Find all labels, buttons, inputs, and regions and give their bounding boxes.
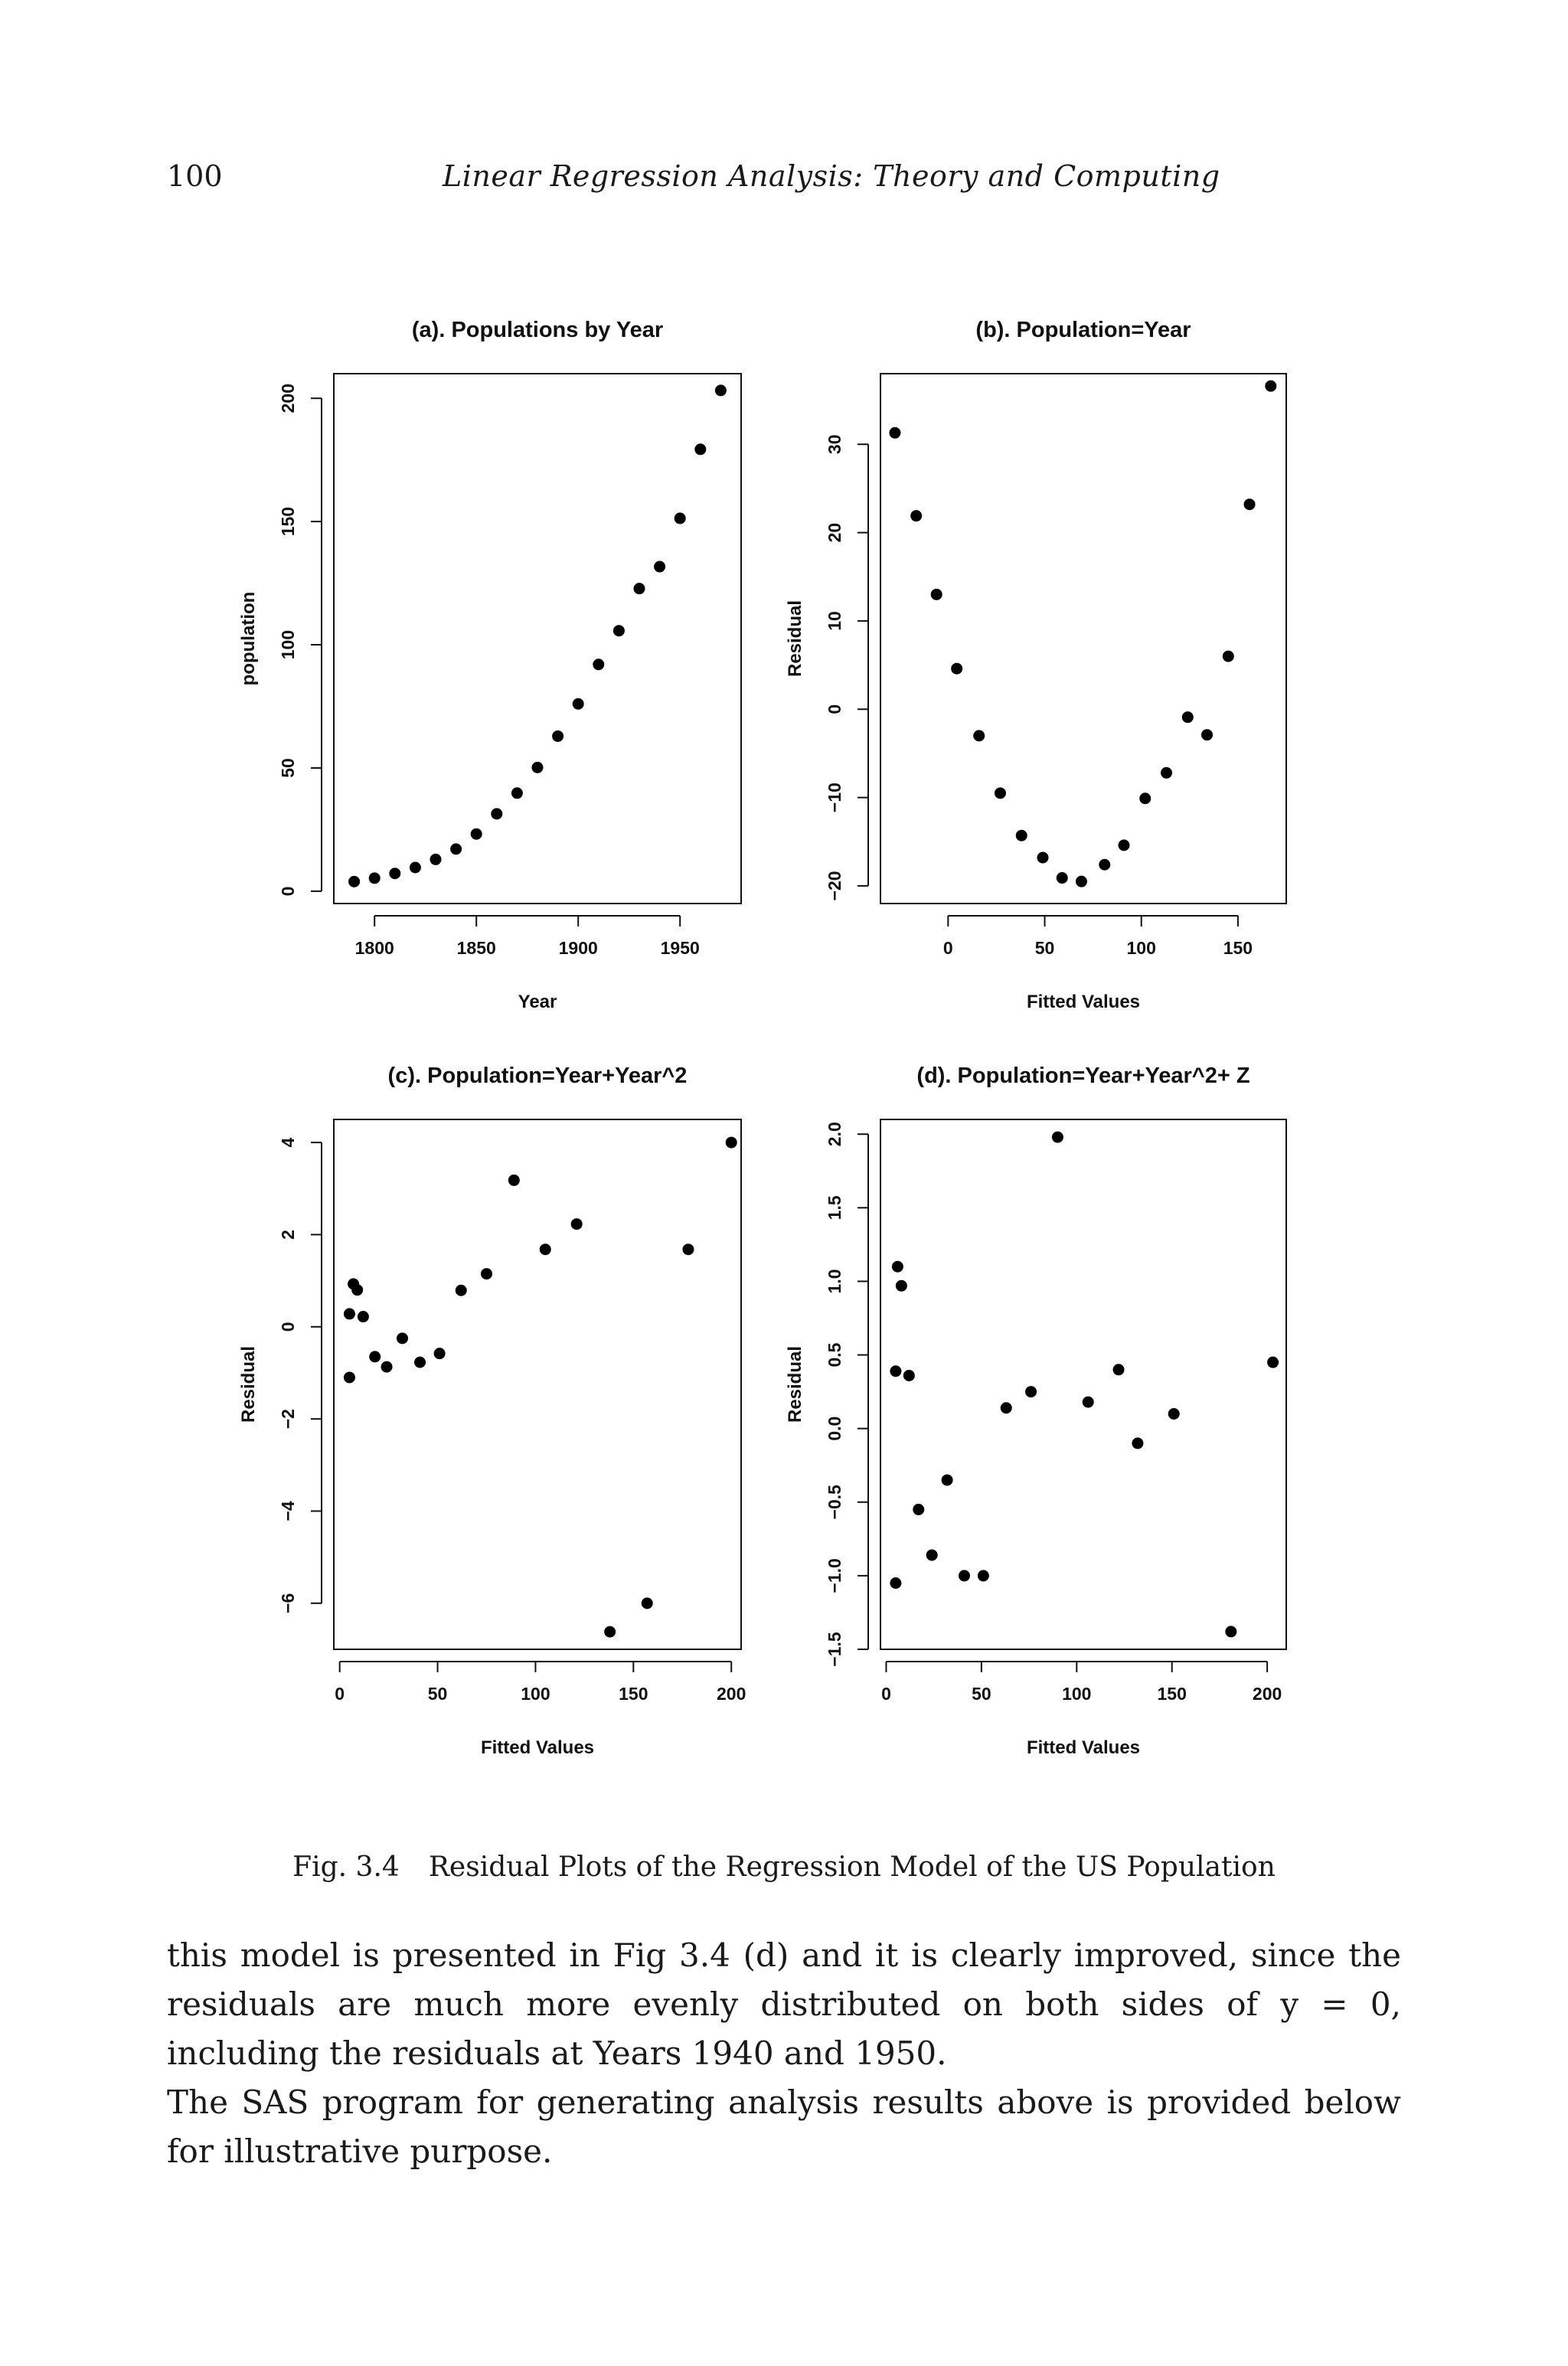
data-point	[715, 384, 727, 396]
y-tick-label: −6	[278, 1593, 298, 1613]
x-tick-label: 1900	[558, 938, 598, 958]
plot-frame	[334, 374, 741, 904]
x-tick-label: 150	[619, 1684, 648, 1704]
data-point	[358, 1311, 369, 1322]
y-tick-label: 50	[278, 758, 298, 778]
page-number: 100	[167, 159, 223, 193]
data-point	[890, 1365, 901, 1377]
data-point	[959, 1570, 970, 1581]
data-point	[973, 730, 985, 741]
data-point	[1052, 1132, 1063, 1143]
x-tick-label: 100	[1062, 1684, 1092, 1704]
y-tick-label: −20	[825, 871, 844, 901]
data-point	[1113, 1364, 1125, 1375]
y-tick-label: 200	[278, 383, 298, 413]
y-tick-label: 2.0	[825, 1122, 844, 1147]
data-point	[1201, 729, 1213, 740]
data-point	[931, 589, 942, 600]
running-title: Linear Regression Analysis: Theory and Computing	[443, 159, 1220, 193]
data-point	[430, 854, 442, 865]
x-tick-label: 1850	[456, 938, 496, 958]
x-tick-label: 1950	[660, 938, 700, 958]
data-point	[613, 625, 625, 636]
x-axis-label: Fitted Values	[480, 1737, 595, 1758]
y-tick-label: 150	[278, 506, 298, 537]
data-point	[351, 1284, 363, 1296]
y-tick-label: −1.0	[825, 1558, 844, 1593]
data-point	[682, 1243, 694, 1255]
data-point	[926, 1549, 938, 1560]
data-point	[675, 512, 686, 524]
data-point	[903, 1370, 915, 1381]
figure-caption-label: Fig. 3.4	[292, 1851, 400, 1883]
y-tick-label: 100	[278, 629, 298, 660]
x-tick-label: 200	[717, 1684, 746, 1704]
data-point	[381, 1361, 393, 1373]
data-point	[1161, 767, 1172, 779]
paragraph: The SAS program for generating analysis results above is provided below for illustrative purpose.	[167, 2083, 1401, 2170]
panel-a	[238, 318, 741, 1012]
data-point	[942, 1474, 953, 1485]
data-point	[471, 828, 482, 840]
data-point	[951, 663, 962, 675]
y-tick-label: 20	[825, 522, 844, 543]
data-point	[410, 862, 421, 874]
data-point	[896, 1280, 907, 1292]
data-point	[634, 583, 645, 594]
y-tick-label: 4	[278, 1137, 298, 1148]
data-point	[1083, 1397, 1094, 1408]
data-point	[491, 808, 502, 819]
data-point	[1119, 839, 1130, 851]
data-point	[348, 876, 360, 887]
y-axis-label: population	[238, 591, 259, 686]
data-point	[1244, 498, 1256, 510]
y-tick-label: −2	[278, 1409, 298, 1430]
y-tick-label: 0.5	[825, 1342, 844, 1368]
data-point	[1099, 859, 1110, 871]
data-point	[450, 843, 462, 855]
plot-frame	[880, 374, 1286, 904]
x-tick-label: 0	[881, 1684, 891, 1704]
x-tick-label: 50	[427, 1684, 448, 1704]
x-tick-label: 1800	[354, 938, 394, 958]
plot-title: (d). Population=Year+Year^2+ Z	[916, 1064, 1250, 1088]
y-tick-label: 0	[278, 1322, 298, 1332]
data-point	[978, 1570, 989, 1581]
x-tick-label: 50	[972, 1684, 991, 1704]
data-point	[456, 1285, 467, 1296]
data-point	[604, 1626, 616, 1638]
figure-caption-text: Residual Plots of the Regression Model of the US Population	[428, 1851, 1276, 1883]
x-tick-label: 100	[521, 1684, 550, 1704]
x-tick-label: 150	[1157, 1684, 1187, 1704]
y-tick-label: 0	[825, 704, 844, 714]
data-point	[1037, 852, 1049, 864]
data-point	[1132, 1437, 1143, 1449]
y-tick-label: 30	[825, 434, 844, 455]
data-point	[1267, 1357, 1279, 1368]
paragraph: this model is presented in Fig 3.4 (d) and it is clearly improved, since the residuals are much more evenly distributed on both sides of y = 0, including the residuals at Years 1940 and 1950.	[167, 1936, 1401, 2072]
x-tick-label: 100	[1126, 938, 1156, 958]
data-point	[532, 762, 544, 773]
plot-title: (c). Population=Year+Year^2	[387, 1064, 688, 1088]
body-text	[167, 1931, 1401, 2176]
data-point	[481, 1268, 492, 1279]
data-point	[1225, 1626, 1236, 1637]
data-point	[344, 1308, 355, 1319]
plot-frame	[880, 1119, 1286, 1649]
data-point	[389, 868, 400, 879]
data-point	[1057, 872, 1068, 884]
data-point	[1016, 830, 1027, 841]
data-point	[414, 1357, 426, 1368]
data-point	[726, 1137, 737, 1149]
x-tick-label: 200	[1252, 1684, 1282, 1704]
data-point	[511, 787, 523, 799]
plot-frame	[334, 1119, 741, 1649]
y-tick-label: 0	[278, 886, 298, 897]
data-point	[552, 730, 564, 742]
data-point	[1076, 876, 1087, 887]
data-point	[573, 698, 584, 710]
data-point	[540, 1243, 551, 1255]
data-point	[508, 1175, 520, 1186]
data-point	[889, 427, 900, 439]
y-tick-label: −1.5	[825, 1632, 844, 1667]
panel-c	[238, 1064, 746, 1758]
data-point	[694, 443, 706, 455]
x-axis-label: Year	[518, 992, 557, 1012]
x-tick-label: 0	[335, 1684, 345, 1704]
data-point	[369, 872, 381, 884]
y-axis-label: Residual	[785, 600, 805, 678]
data-point	[642, 1597, 653, 1609]
data-point	[1223, 651, 1234, 662]
y-axis-label: Residual	[238, 1345, 259, 1423]
x-axis-label: Fitted Values	[1026, 1737, 1141, 1758]
data-point	[344, 1371, 355, 1383]
data-point	[890, 1577, 901, 1589]
data-point	[593, 658, 604, 670]
data-point	[910, 510, 922, 521]
data-point	[1001, 1402, 1012, 1413]
data-point	[434, 1348, 446, 1359]
y-axis-label: Residual	[785, 1345, 805, 1423]
panel-d	[785, 1064, 1286, 1758]
data-point	[1168, 1408, 1180, 1420]
y-tick-label: 1.0	[825, 1269, 844, 1294]
y-tick-label: 0.0	[825, 1416, 844, 1441]
data-point	[654, 561, 665, 573]
data-point	[1139, 792, 1151, 804]
data-point	[995, 787, 1006, 799]
figure-caption	[0, 1851, 1568, 1883]
y-tick-label: 2	[278, 1230, 298, 1240]
x-tick-label: 0	[942, 938, 953, 958]
plot-title: (a). Populations by Year	[411, 318, 664, 342]
y-tick-label: −10	[825, 783, 844, 813]
data-point	[571, 1218, 583, 1230]
y-tick-label: −4	[278, 1501, 298, 1521]
data-point	[1265, 381, 1276, 392]
panel-b	[785, 318, 1286, 1012]
x-tick-label: 50	[1034, 938, 1055, 958]
data-point	[913, 1504, 924, 1515]
x-tick-label: 150	[1223, 938, 1253, 958]
y-tick-label: −0.5	[825, 1485, 844, 1520]
data-point	[397, 1332, 408, 1344]
data-point	[369, 1351, 381, 1362]
data-point	[1182, 711, 1194, 723]
data-point	[892, 1261, 903, 1273]
y-tick-label: 1.5	[825, 1195, 844, 1221]
x-axis-label: Fitted Values	[1026, 992, 1141, 1012]
y-tick-label: 10	[825, 611, 844, 631]
plot-title: (b). Population=Year	[975, 318, 1191, 342]
data-point	[1025, 1386, 1037, 1397]
